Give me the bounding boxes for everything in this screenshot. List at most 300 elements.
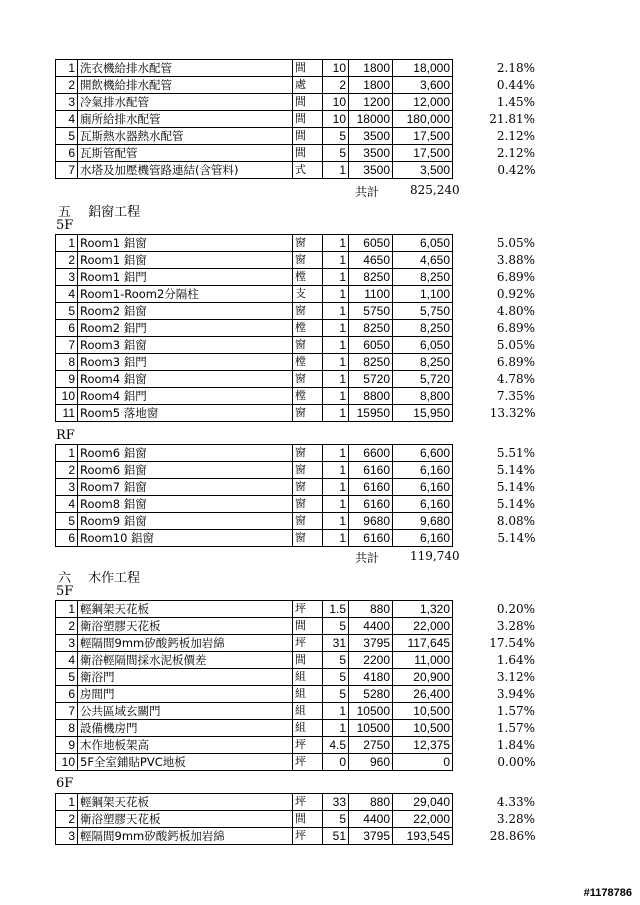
quantity: 5 xyxy=(323,686,349,703)
item-name: 衛浴輕隔間採水泥板價差 xyxy=(78,652,293,669)
item-name: Room3 鋁窗 xyxy=(78,337,293,354)
quantity: 1 xyxy=(323,303,349,320)
percentage: 2.12% xyxy=(496,146,535,160)
unit-price: 960 xyxy=(349,754,393,771)
unit-price: 880 xyxy=(349,601,393,618)
unit: 支 xyxy=(293,286,323,303)
unit: 坪 xyxy=(293,737,323,754)
unit: 樘 xyxy=(293,354,323,371)
quantity: 33 xyxy=(323,794,349,811)
item-name: 輕隔間9mm矽酸鈣板加岩綿 xyxy=(78,828,293,845)
row-number: 8 xyxy=(56,720,78,737)
amount: 15,950 xyxy=(393,405,453,422)
row-number: 5 xyxy=(56,669,78,686)
amount: 8,250 xyxy=(393,320,453,337)
unit: 間 xyxy=(293,652,323,669)
unit: 窗 xyxy=(293,479,323,496)
item-name: Room7 鋁窗 xyxy=(78,479,293,496)
quantity: 10 xyxy=(323,111,349,128)
item-name: Room6 鋁窗 xyxy=(78,445,293,462)
row-number: 3 xyxy=(56,479,78,496)
quantity: 2 xyxy=(323,77,349,94)
quantity: 1 xyxy=(323,445,349,462)
unit-price: 5280 xyxy=(349,686,393,703)
unit-price: 8250 xyxy=(349,269,393,286)
percentage: 5.05% xyxy=(496,236,535,250)
quantity: 1 xyxy=(323,496,349,513)
row-number: 3 xyxy=(56,828,78,845)
percentage: 2.18% xyxy=(496,61,535,75)
unit: 間 xyxy=(293,618,323,635)
amount: 12,000 xyxy=(393,94,453,111)
unit: 窗 xyxy=(293,405,323,422)
percentage: 5.51% xyxy=(496,446,535,460)
row-number: 5 xyxy=(56,128,78,145)
quantity: 5 xyxy=(323,145,349,162)
row-number: 7 xyxy=(56,162,78,179)
item-name: Room1 鋁門 xyxy=(78,269,293,286)
percentage: 3.12% xyxy=(496,670,535,684)
row-number: 6 xyxy=(56,686,78,703)
percentage: 0.20% xyxy=(496,602,535,616)
amount: 8,800 xyxy=(393,388,453,405)
table-row xyxy=(56,60,618,77)
quantity: 1 xyxy=(323,703,349,720)
unit-price: 9680 xyxy=(349,513,393,530)
row-number: 9 xyxy=(56,737,78,754)
unit: 窗 xyxy=(293,513,323,530)
row-number: 8 xyxy=(56,354,78,371)
table-row xyxy=(56,235,618,252)
unit-price: 4180 xyxy=(349,669,393,686)
amount: 193,545 xyxy=(393,828,453,845)
row-number: 4 xyxy=(56,652,78,669)
unit: 窗 xyxy=(293,530,323,547)
unit-price: 2750 xyxy=(349,737,393,754)
unit: 窗 xyxy=(293,371,323,388)
percentage: 4.33% xyxy=(496,795,535,809)
row-number: 4 xyxy=(56,286,78,303)
quantity: 5 xyxy=(323,652,349,669)
item-name: 輕鋼架天花板 xyxy=(78,794,293,811)
row-number: 9 xyxy=(56,371,78,388)
table-row xyxy=(56,269,618,286)
table-row xyxy=(56,513,618,530)
percentage: 0.42% xyxy=(497,163,536,177)
quantity: 5 xyxy=(323,811,349,828)
unit-price: 5750 xyxy=(349,303,393,320)
unit: 樘 xyxy=(293,388,323,405)
percentage: 5.05% xyxy=(496,338,535,352)
unit-price: 6600 xyxy=(349,445,393,462)
percentage: 0.44% xyxy=(496,78,535,92)
unit: 組 xyxy=(293,669,323,686)
table-row xyxy=(56,794,618,811)
item-name: Room1 鋁窗 xyxy=(78,252,293,269)
quantity: 1 xyxy=(323,354,349,371)
amount: 6,050 xyxy=(393,235,453,252)
amount: 26,400 xyxy=(393,686,453,703)
row-number: 3 xyxy=(56,269,78,286)
quantity: 10 xyxy=(323,94,349,111)
section-title: 六 木作工程 xyxy=(58,571,141,586)
section-title: 五 鋁窗工程 xyxy=(58,205,141,220)
amount: 17,500 xyxy=(393,145,453,162)
aluminum-rf-table xyxy=(55,444,618,547)
quantity: 1 xyxy=(323,388,349,405)
quantity: 31 xyxy=(323,635,349,652)
unit-price: 4650 xyxy=(349,252,393,269)
table-row xyxy=(56,145,618,162)
amount: 1,100 xyxy=(393,286,453,303)
floor-label: 5F xyxy=(56,218,74,233)
percentage: 6.89% xyxy=(496,321,535,335)
quantity: 1 xyxy=(323,252,349,269)
unit: 窗 xyxy=(293,462,323,479)
amount: 11,000 xyxy=(393,652,453,669)
amount: 1,320 xyxy=(393,601,453,618)
row-number: 5 xyxy=(56,303,78,320)
row-number: 4 xyxy=(56,496,78,513)
row-number: 2 xyxy=(56,618,78,635)
table-row xyxy=(56,252,618,269)
amount: 17,500 xyxy=(393,128,453,145)
percentage: 6.89% xyxy=(496,270,535,284)
item-name: Room5 落地窗 xyxy=(78,405,293,422)
item-name: Room3 鋁門 xyxy=(78,354,293,371)
row-number: 7 xyxy=(56,703,78,720)
quantity: 1 xyxy=(323,405,349,422)
row-number: 3 xyxy=(56,94,78,111)
percentage: 8.08% xyxy=(496,514,535,528)
table-row xyxy=(56,669,618,686)
unit: 組 xyxy=(293,703,323,720)
unit: 坪 xyxy=(293,794,323,811)
table-row xyxy=(56,388,618,405)
unit: 處 xyxy=(293,77,323,94)
unit-price: 15950 xyxy=(349,405,393,422)
amount: 22,000 xyxy=(393,811,453,828)
table-row xyxy=(56,618,618,635)
woodwork-5f-table xyxy=(55,600,618,771)
table-row xyxy=(56,635,618,652)
unit: 式 xyxy=(293,162,323,179)
row-number: 1 xyxy=(56,445,78,462)
unit-price: 18000 xyxy=(349,111,393,128)
quantity: 1 xyxy=(323,269,349,286)
amount: 180,000 xyxy=(393,111,453,128)
unit: 坪 xyxy=(293,754,323,771)
percentage: 5.14% xyxy=(496,497,535,511)
unit: 間 xyxy=(293,128,323,145)
floor-label: RF xyxy=(56,428,75,443)
amount: 3,500 xyxy=(393,162,453,179)
table-row xyxy=(56,445,618,462)
unit-price: 6160 xyxy=(349,479,393,496)
percentage: 3.28% xyxy=(496,812,535,826)
unit-price: 1200 xyxy=(349,94,393,111)
item-name: 公共區域玄關門 xyxy=(78,703,293,720)
quantity: 5 xyxy=(323,128,349,145)
plumbing-table xyxy=(55,59,618,179)
unit: 樘 xyxy=(293,320,323,337)
table-row xyxy=(56,94,618,111)
unit-price: 3500 xyxy=(349,162,393,179)
percentage: 1.57% xyxy=(496,721,535,735)
unit-price: 4400 xyxy=(349,618,393,635)
amount: 29,040 xyxy=(393,794,453,811)
amount: 10,500 xyxy=(393,720,453,737)
quantity: 1 xyxy=(323,235,349,252)
item-name: 洗衣機給排水配管 xyxy=(78,60,293,77)
item-name: Room6 鋁窗 xyxy=(78,462,293,479)
row-number: 3 xyxy=(56,635,78,652)
item-name: 木作地板架高 xyxy=(78,737,293,754)
unit-price: 1800 xyxy=(349,77,393,94)
unit: 窗 xyxy=(293,496,323,513)
item-name: 輕隔間9mm矽酸鈣板加岩綿 xyxy=(78,635,293,652)
table-row xyxy=(56,703,618,720)
percentage: 3.28% xyxy=(496,619,535,633)
amount: 3,600 xyxy=(393,77,453,94)
row-number: 7 xyxy=(56,337,78,354)
quantity: 10 xyxy=(323,60,349,77)
woodwork-6f-table xyxy=(55,793,618,845)
amount: 9,680 xyxy=(393,513,453,530)
unit: 坪 xyxy=(293,828,323,845)
table-row xyxy=(56,162,618,179)
unit-price: 3795 xyxy=(349,635,393,652)
quantity: 1 xyxy=(323,530,349,547)
unit-price: 8800 xyxy=(349,388,393,405)
row-number: 2 xyxy=(56,811,78,828)
amount: 6,050 xyxy=(393,337,453,354)
unit: 組 xyxy=(293,686,323,703)
unit: 間 xyxy=(293,811,323,828)
table-row xyxy=(56,320,618,337)
row-number: 1 xyxy=(56,60,78,77)
amount: 22,000 xyxy=(393,618,453,635)
percentage: 1.45% xyxy=(496,95,535,109)
quantity: 5 xyxy=(323,669,349,686)
row-number: 6 xyxy=(56,530,78,547)
item-name: Room1 鋁窗 xyxy=(78,235,293,252)
table-row xyxy=(56,601,618,618)
table-row xyxy=(56,754,618,771)
unit-price: 6160 xyxy=(349,462,393,479)
table-row xyxy=(56,811,618,828)
table-row xyxy=(56,371,618,388)
row-number: 11 xyxy=(56,405,78,422)
percentage: 17.54% xyxy=(489,636,535,650)
unit: 窗 xyxy=(293,235,323,252)
quantity: 0 xyxy=(323,754,349,771)
item-name: Room2 鋁門 xyxy=(78,320,293,337)
amount: 117,645 xyxy=(393,635,453,652)
percentage: 13.32% xyxy=(489,406,536,420)
quantity: 4.5 xyxy=(323,737,349,754)
unit: 窗 xyxy=(293,445,323,462)
item-name: Room2 鋁窗 xyxy=(78,303,293,320)
item-name: Room4 鋁門 xyxy=(78,388,293,405)
total-label: 共計 xyxy=(355,185,380,199)
quantity: 1 xyxy=(323,513,349,530)
quantity: 1.5 xyxy=(323,601,349,618)
quantity: 1 xyxy=(323,371,349,388)
quantity: 1 xyxy=(323,320,349,337)
table-row xyxy=(56,720,618,737)
item-name: Room8 鋁窗 xyxy=(78,496,293,513)
unit-price: 10500 xyxy=(349,703,393,720)
item-name: Room1-Room2分隔柱 xyxy=(78,286,293,303)
total-value: 119,740 xyxy=(410,549,460,563)
item-name: 水塔及加壓機管路連結(含管料) xyxy=(78,162,293,179)
item-name: 衛浴塑膠天花板 xyxy=(78,811,293,828)
item-name: Room4 鋁窗 xyxy=(78,371,293,388)
percentage: 3.88% xyxy=(496,253,535,267)
unit: 窗 xyxy=(293,303,323,320)
unit: 坪 xyxy=(293,601,323,618)
row-number: 6 xyxy=(56,145,78,162)
item-name: 衛浴塑膠天花板 xyxy=(78,618,293,635)
unit-price: 1800 xyxy=(349,60,393,77)
item-name: 冷氣排水配管 xyxy=(78,94,293,111)
quantity: 1 xyxy=(323,720,349,737)
percentage: 1.64% xyxy=(496,653,535,667)
unit-price: 3500 xyxy=(349,145,393,162)
unit-price: 6050 xyxy=(349,337,393,354)
row-number: 1 xyxy=(56,794,78,811)
row-number: 6 xyxy=(56,320,78,337)
table-row xyxy=(56,303,618,320)
unit-price: 8250 xyxy=(349,320,393,337)
amount: 6,160 xyxy=(393,462,453,479)
percentage: 4.78% xyxy=(496,372,535,386)
table-row xyxy=(56,828,618,845)
table-row xyxy=(56,479,618,496)
unit: 間 xyxy=(293,94,323,111)
quantity: 1 xyxy=(323,479,349,496)
percentage: 6.89% xyxy=(496,355,535,369)
amount: 18,000 xyxy=(393,60,453,77)
item-name: 衛浴門 xyxy=(78,669,293,686)
unit: 間 xyxy=(293,111,323,128)
unit: 樘 xyxy=(293,269,323,286)
percentage: 7.35% xyxy=(496,389,535,403)
amount: 10,500 xyxy=(393,703,453,720)
aluminum-5f-table xyxy=(55,234,618,422)
percentage: 1.57% xyxy=(496,704,535,718)
unit-price: 10500 xyxy=(349,720,393,737)
table-row xyxy=(56,77,618,94)
total-value: 825,240 xyxy=(410,183,460,197)
quantity: 1 xyxy=(323,337,349,354)
item-name: 房間門 xyxy=(78,686,293,703)
row-number: 2 xyxy=(56,252,78,269)
row-number: 1 xyxy=(56,235,78,252)
table-row xyxy=(56,652,618,669)
percentage: 5.14% xyxy=(496,463,535,477)
percentage: 1.84% xyxy=(496,738,535,752)
amount: 8,250 xyxy=(393,354,453,371)
item-name: 5F全室鋪貼PVC地板 xyxy=(78,754,293,771)
amount: 4,650 xyxy=(393,252,453,269)
unit-price: 6160 xyxy=(349,496,393,513)
amount: 12,375 xyxy=(393,737,453,754)
item-name: 輕鋼架天花板 xyxy=(78,601,293,618)
quantity: 1 xyxy=(323,286,349,303)
unit: 坪 xyxy=(293,635,323,652)
amount: 6,160 xyxy=(393,530,453,547)
amount: 6,600 xyxy=(393,445,453,462)
unit: 間 xyxy=(293,145,323,162)
row-number: 5 xyxy=(56,513,78,530)
quantity: 5 xyxy=(323,618,349,635)
unit-price: 1100 xyxy=(349,286,393,303)
percentage: 5.14% xyxy=(497,531,536,545)
row-number: 10 xyxy=(56,754,78,771)
row-number: 2 xyxy=(56,77,78,94)
table-row xyxy=(56,354,618,371)
item-name: Room10 鋁窗 xyxy=(78,530,293,547)
percentage: 3.94% xyxy=(496,687,535,701)
table-row xyxy=(56,530,618,547)
table-row xyxy=(56,128,618,145)
table-row xyxy=(56,686,618,703)
unit-price: 4400 xyxy=(349,811,393,828)
row-number: 4 xyxy=(56,111,78,128)
unit-price: 6050 xyxy=(349,235,393,252)
table-row xyxy=(56,496,618,513)
amount: 5,720 xyxy=(393,371,453,388)
table-row xyxy=(56,462,618,479)
unit-price: 3795 xyxy=(349,828,393,845)
amount: 20,900 xyxy=(393,669,453,686)
unit: 窗 xyxy=(293,252,323,269)
table-row xyxy=(56,111,618,128)
total-label: 共計 xyxy=(355,551,380,565)
table-row xyxy=(56,337,618,354)
document-id: #1178786 xyxy=(583,887,632,899)
unit-price: 880 xyxy=(349,794,393,811)
unit: 間 xyxy=(293,60,323,77)
floor-label: 5F xyxy=(56,584,74,599)
unit-price: 3500 xyxy=(349,128,393,145)
amount: 6,160 xyxy=(393,479,453,496)
percentage: 21.81% xyxy=(489,112,535,126)
row-number: 10 xyxy=(56,388,78,405)
item-name: 設備機房門 xyxy=(78,720,293,737)
row-number: 2 xyxy=(56,462,78,479)
amount: 5,750 xyxy=(393,303,453,320)
item-name: 廁所給排水配管 xyxy=(78,111,293,128)
item-name: 瓦斯管配管 xyxy=(78,145,293,162)
unit: 組 xyxy=(293,720,323,737)
percentage: 0.92% xyxy=(496,287,535,301)
amount: 0 xyxy=(393,754,453,771)
quantity: 1 xyxy=(323,462,349,479)
percentage: 2.12% xyxy=(496,129,535,143)
floor-label: 6F xyxy=(56,776,74,791)
quantity: 51 xyxy=(323,828,349,845)
item-name: 開飲機給排水配管 xyxy=(78,77,293,94)
amount: 6,160 xyxy=(393,496,453,513)
table-row xyxy=(56,405,618,422)
unit-price: 5720 xyxy=(349,371,393,388)
percentage: 4.80% xyxy=(496,304,535,318)
item-name: 瓦斯熱水器熱水配管 xyxy=(78,128,293,145)
table-row xyxy=(56,737,618,754)
